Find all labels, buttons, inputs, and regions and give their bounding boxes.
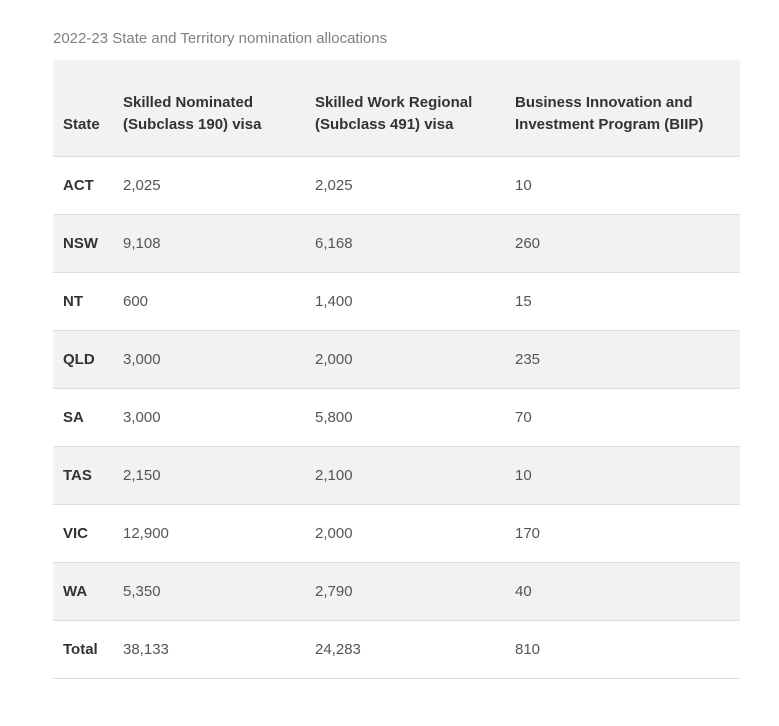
cell-state: SA (53, 388, 123, 446)
cell-biip: 40 (515, 562, 740, 620)
cell-biip: 235 (515, 330, 740, 388)
header-biip (515, 60, 740, 156)
header-subclass-491 (315, 60, 515, 156)
allocations-table-container (53, 60, 740, 679)
cell-subclass-491: 2,025 (315, 156, 515, 214)
table-row (53, 620, 740, 678)
cell-state: NSW (53, 214, 123, 272)
table-row (53, 504, 740, 562)
cell-subclass-190: 5,350 (123, 562, 315, 620)
table-row (53, 272, 740, 330)
cell-subclass-190: 3,000 (123, 388, 315, 446)
cell-biip: 810 (515, 620, 740, 678)
header-subclass-491-line2: (Subclass 491) visa (315, 115, 454, 133)
table-row (53, 330, 740, 388)
cell-biip: 70 (515, 388, 740, 446)
cell-subclass-190: 38,133 (123, 620, 315, 678)
table-row (53, 214, 740, 272)
header-row (53, 60, 740, 156)
cell-subclass-491: 5,800 (315, 388, 515, 446)
cell-state: VIC (53, 504, 123, 562)
cell-subclass-491: 2,000 (315, 330, 515, 388)
header-biip-line1: Business Innovation and (515, 93, 693, 111)
cell-biip: 15 (515, 272, 740, 330)
cell-state: Total (53, 620, 123, 678)
cell-biip: 10 (515, 156, 740, 214)
table-caption: 2022-23 State and Territory nomination allocations (53, 30, 388, 47)
header-subclass-190-line1: Skilled Nominated (123, 93, 254, 111)
cell-state: QLD (53, 330, 123, 388)
table-row (53, 562, 740, 620)
allocations-table (53, 60, 740, 679)
cell-subclass-190: 9,108 (123, 214, 315, 272)
cell-subclass-190: 2,025 (123, 156, 315, 214)
header-state: State (53, 60, 123, 156)
table-row (53, 446, 740, 504)
cell-subclass-190: 3,000 (123, 330, 315, 388)
cell-subclass-190: 12,900 (123, 504, 315, 562)
cell-subclass-491: 24,283 (315, 620, 515, 678)
header-biip-line2: Investment Program (BIIP) (515, 115, 704, 133)
cell-biip: 10 (515, 446, 740, 504)
cell-biip: 260 (515, 214, 740, 272)
cell-subclass-491: 6,168 (315, 214, 515, 272)
table-row (53, 156, 740, 214)
header-subclass-190 (123, 60, 315, 156)
cell-subclass-491: 2,000 (315, 504, 515, 562)
cell-subclass-190: 600 (123, 272, 315, 330)
table-header (53, 60, 740, 156)
cell-subclass-190: 2,150 (123, 446, 315, 504)
cell-state: NT (53, 272, 123, 330)
cell-subclass-491: 2,100 (315, 446, 515, 504)
cell-subclass-491: 2,790 (315, 562, 515, 620)
cell-subclass-491: 1,400 (315, 272, 515, 330)
table-body (53, 156, 740, 678)
cell-state: ACT (53, 156, 123, 214)
table-row (53, 388, 740, 446)
header-subclass-491-line1: Skilled Work Regional (315, 93, 473, 111)
cell-state: WA (53, 562, 123, 620)
header-subclass-190-line2: (Subclass 190) visa (123, 115, 262, 133)
cell-state: TAS (53, 446, 123, 504)
cell-biip: 170 (515, 504, 740, 562)
